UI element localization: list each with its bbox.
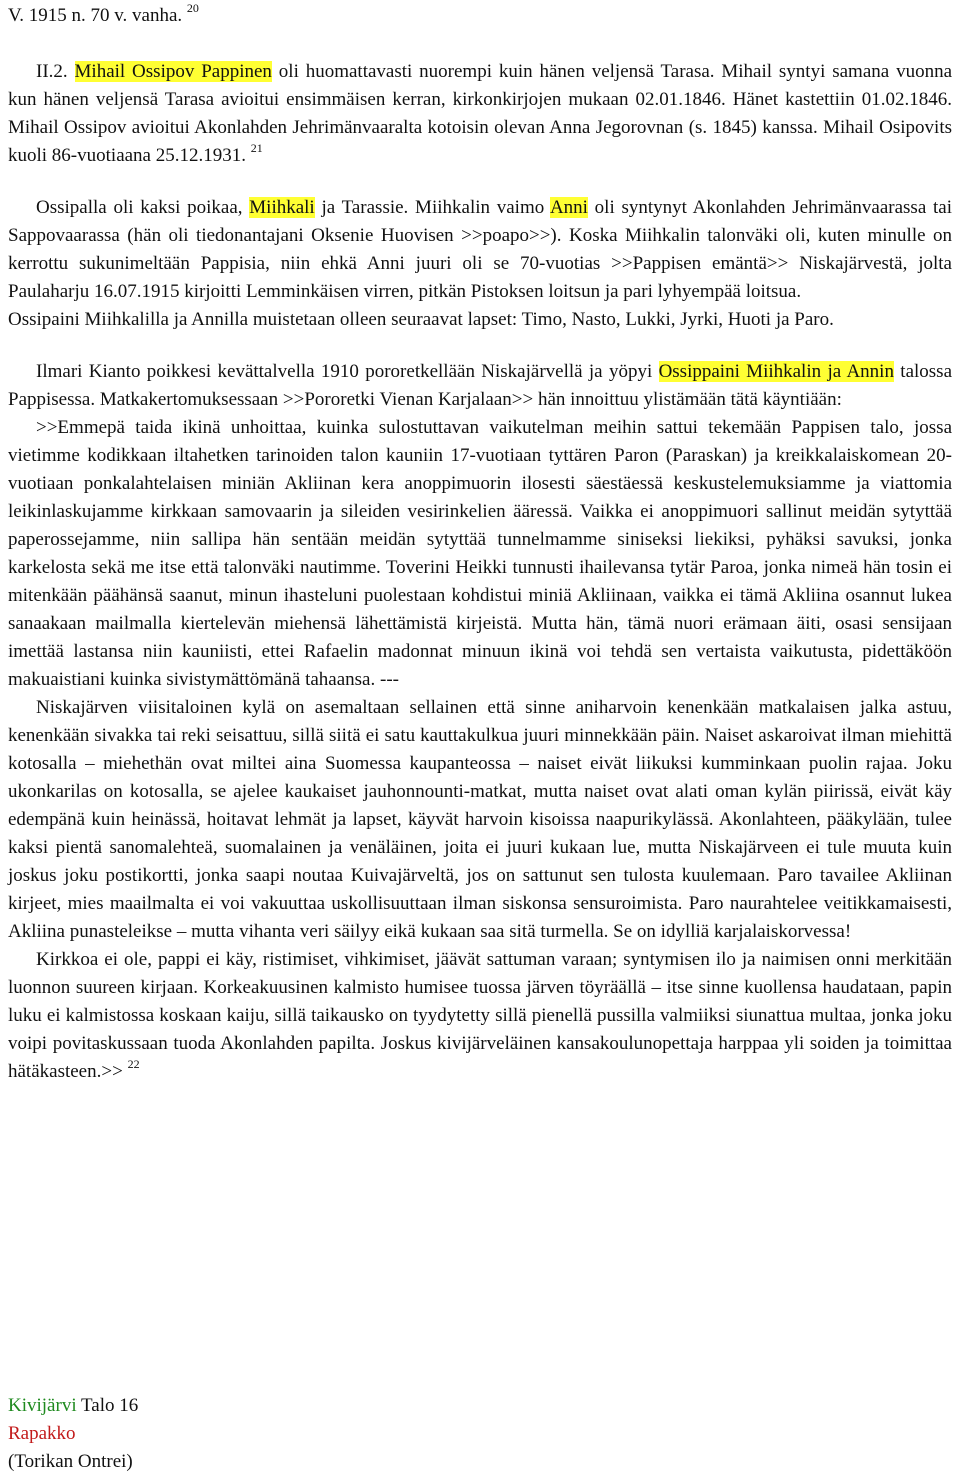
caption-line-1 [8,1392,138,1420]
highlight-mihail-ossipov-pappinen: Mihail Ossipov Pappinen [74,61,272,82]
paragraph-text: oli huomattavasti nuorempi kuin hänen veljensä Tarasa. Mihail syntyi samana vuonna kun hänen veljensä Tarasa avioitui ensimmäisen kerran, kirkonkirjojen mukaan 02.01.1846. Hänet kastettiin 01.02.1846. Mihail Ossipov avioitui Akonlahden Jehrimänvaaralta kotoisin olevan Anna Jegorovnan (s. 1845) kanssa. Mihail Osipovits kuoli 86-vuotiaana 25.12.1931. [8,61,952,166]
page-header [8,2,199,30]
footnote-ref-22: 22 [127,1057,140,1071]
paragraph-text: Ossipalla oli kaksi poikaa, [36,197,250,218]
house-name: Rapakko [8,1423,76,1444]
house-caption [8,1392,138,1476]
highlight-miihkali: Miihkali [249,197,315,218]
paragraph-ossipa-sons [8,194,952,306]
paragraph-text: Ilmari Kianto poikkesi kevättalvella 1910 pororetkellään Niskajärvellä ja yöpyi [36,361,659,382]
paragraph-text: Kirkkoa ei ole, pappi ei käy, ristimiset, vihkimiset, jäävät sattuman varaan; syntymisen ilo ja naimisen onni merkitään luonnon suureen kirjaan. Korkeakuusinen kalmisto humisee tuossa järven töyräällä – itse sinne kuollensa haudataan, papin luku ei kalmistossa koskaan kaiju, sillä taikausko on tyydytetty sillä pienellä pussilla valmiiksi siunattua multaa, jonka joku voipi povitaskussaan tuoda Akonlahden papilta. Joskus kivijärveläinen kansakoulunopettaja harppaa yli soiden ja toimittaa hätäkasteen.>> [8,949,952,1082]
header-text: V. 1915 n. 70 v. vanha. [8,5,183,26]
paragraph-text: oli syntynyt Akonlahden Jehrimänvaarassa tai Sappovaarassa (hän oli tiedonantajani Oksenie Huovisen >>poapo>>). Koska Miihkalin talonväki oli, kuten minulle on kerrottu sukunimeltään Pappisia, niin ehkä Anni juuri oli se 70-vuotias >>Pappisen emäntä>> Niskajärvestä, jolta Paulaharju 16.07.1915 kirjoitti Lemminkäisen virren, pitkän Pistoksen loitsun ja pari lyhyempää loitsua. [8,197,952,302]
paragraph-mihail [8,58,952,170]
paragraph-children: Ossipaini Miihkalilla ja Annilla muistetaan olleen seuraavat lapset: Timo, Nasto, Lukki, Jyrki, Huoti ja Paro. [8,309,834,330]
highlight-ossippaini-miihkalin-ja-annin: Ossippaini Miihkalin ja Annin [658,361,894,382]
paragraph-niskajarvi: Niskajärven viisitaloinen kylä on asemaltaan sellainen että sinne aniharvoin kenenkään matkalaisen jalka astuu, kenenkään sivakka tai reki seisattuu, sillä siitä ei satu kauttakulkua juuri minnekkään päin. Naiset askaroivat ilman miehittä kotosalla – miehethän ovat miltei aina Suomessa kaupanteossa – naiset eivät liikuksi kumminkaan puolin rajaa. Joku ukonkarilas on kotosalla, se ajelee kaukaiset jauhonnounti-matkat, mutta naiset ovat alati oman kylän piirissä, eivät käy edempänä kuin heinässä, hoitavat lehmät ja lapset, käyvät harvoin kisoissa naapurikylässä. Akonlahteen, pääkylään, tulee kaksi pientä sanomalehteä, suomalainen ja venäläinen, joita ei juuri kukaan lue, mutta Niskajärveen ei tule muuta kuin joskus joku postikortti, jonka saapi noutaa Kuivajärveltä, jos on sattunut sen tulosta kuulemaan. Paro tavailee Akliinan kirjeet, mies maailmalta ei voi vakuuttaa uskollisuuttaan ilman siskonsa sensuroimista. Paro naurahtelee veitikkamaisesti, Akliina punasteleikse – mutta vihanta veri säilyy eikä kukaan saa sitä turmella. Se on idylliä karjalaiskorvessa! [8,697,952,942]
paragraph-text: talossa Pappisessa. Matkakertomuksessaan >>Pororetki Vienan Karjalaan>> hän innoittuu ylistämään tätä käyntiään: [8,361,952,410]
footnote-ref-20: 20 [186,1,199,15]
paragraph-kirkkoa [8,946,952,1086]
section-number: II.2. [36,61,75,82]
paragraph-text: ja Tarassie. Miihkalin vaimo [314,197,550,218]
paragraph-quote-pappinen: >>Emmepä taida ikinä unhoittaa, kuinka sulostuttavan vaikutelman meihin sattui tekemään Pappisen talo, jossa vietimme kodikkaan iltahetken tarinoiden talon kauniin 17-vuotiaan tyttären Paron (Paraskan) ja kreikkalaiskomean 20-vuotiaan ponkalahtelaisen miniän Akliinan kera anoppimuorin ilosesti säestäessä keskustelemuksiamme ja viattomia leikinlaskujamme kirkkaan samovaarin ja sileiden vesirinkelien ääressä. Vaikka ei anoppimuori sallinut meidän sytyttää paperossejamme, niin sallipa hän sentään meidän sytyttää tunnelmamme siniseksi liekiksi, pyhäksi savuksi, jonka karkelosta sekä me itse että talonväki nautimme. Toverini Heikki tunnusti ihailevansa tytär Paroa, jonka nimeä hän tosin ei mitenkään päähänsä saanut, minun ihasteluni puolestaan kohdistui miniä Akliinaan, vaikka ei tämä Akliina osannut lukea sanaakaan mailmalla kiertelevän miehensä lähettämistä kirjeistä. Mutta hän, tämä nuori erämaan äiti, osasi sensijaan imettää lastansa niin kauniisti, ettei Rafaelin madonnat minuun ikinä voi tehdä sen vertaista vaikutusta, pidettäköön makuaistiani kuinka sivistymättömänä tahaansa. --- [8,417,952,690]
paragraph-kianto [8,358,952,414]
text-body [8,58,952,1086]
house-number: Talo 16 [81,1395,139,1416]
highlight-anni: Anni [549,197,588,218]
footnote-ref-21: 21 [250,141,263,155]
village-name: Kivijärvi [8,1395,77,1416]
house-alias: (Torikan Ontrei) [8,1451,133,1472]
